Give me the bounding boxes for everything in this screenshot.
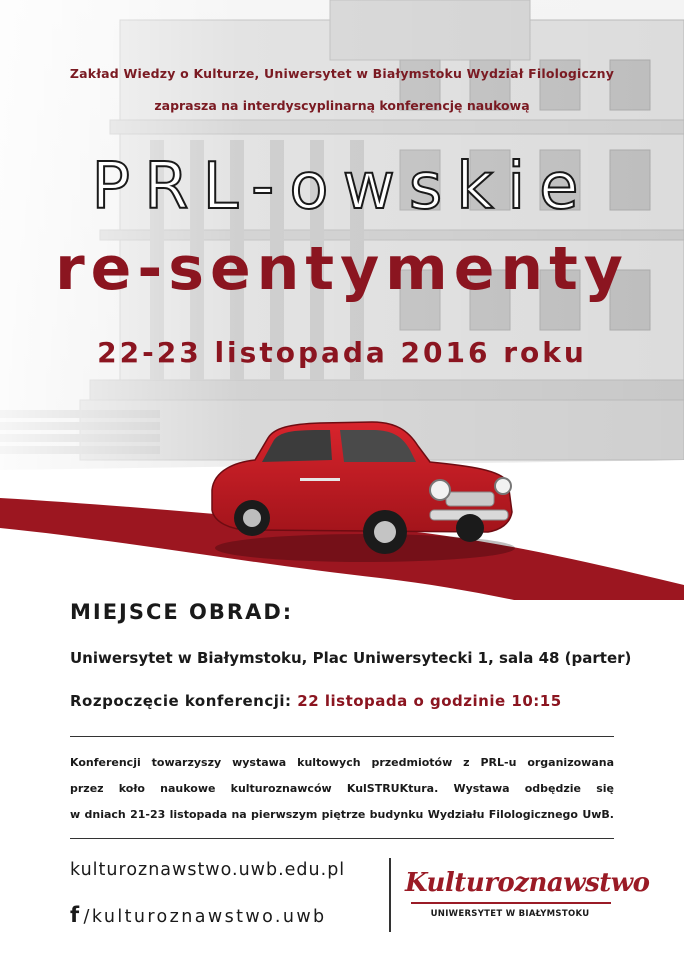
- facebook-icon: f: [70, 903, 82, 927]
- venue-address: Uniwersytet w Białymstoku, Plac Uniwersytecki 1, sala 48 (parter): [70, 649, 632, 667]
- invitation-line: zaprasza na interdyscyplinarną konferencję naukową: [154, 98, 530, 113]
- logo-wordmark: Kulturoznawstwo: [405, 868, 650, 898]
- venue-heading: MIEJSCE OBRAD:: [70, 600, 294, 624]
- title-line-2: re-sentymenty: [55, 234, 629, 304]
- conference-dates: 22-23 listopada 2016 roku: [97, 336, 587, 369]
- organizer-line: Zakład Wiedzy o Kulturze, Uniwersytet w Białymstoku Wydział Filologiczny: [69, 66, 615, 81]
- title-line-1: PRL-owskie: [91, 150, 593, 224]
- start-label: Rozpoczęcie konferencji:: [70, 692, 292, 710]
- divider: [70, 838, 614, 839]
- note-line-2: przez koło naukowe kulturoznawców KulSTRUKtura. Wystawa odbędzie się: [70, 782, 614, 795]
- note-line-1: Konferencji towarzyszy wystawa kultowych przedmiotów z PRL-u organizowana: [70, 756, 614, 769]
- kulturoznawstwo-logo: [405, 868, 650, 928]
- facebook-link[interactable]: [70, 903, 327, 927]
- divider: [70, 736, 614, 737]
- note-line-3: w dniach 21-23 listopada na pierwszym piętrze budynku Wydziału Filologicznego UwB.: [70, 808, 614, 821]
- logo-underline: [411, 902, 611, 904]
- exhibition-note: [70, 750, 614, 828]
- logo-subtitle: UNIWERSYTET W BIAŁYMSTOKU: [430, 909, 590, 919]
- facebook-handle: /kulturoznawstwo.uwb: [83, 907, 327, 927]
- start-line: [70, 692, 562, 710]
- website-link[interactable]: kulturoznawstwo.uwb.edu.pl: [70, 860, 346, 880]
- footer-divider: [389, 858, 391, 932]
- start-value: 22 listopada o godzinie 10:15: [297, 692, 562, 710]
